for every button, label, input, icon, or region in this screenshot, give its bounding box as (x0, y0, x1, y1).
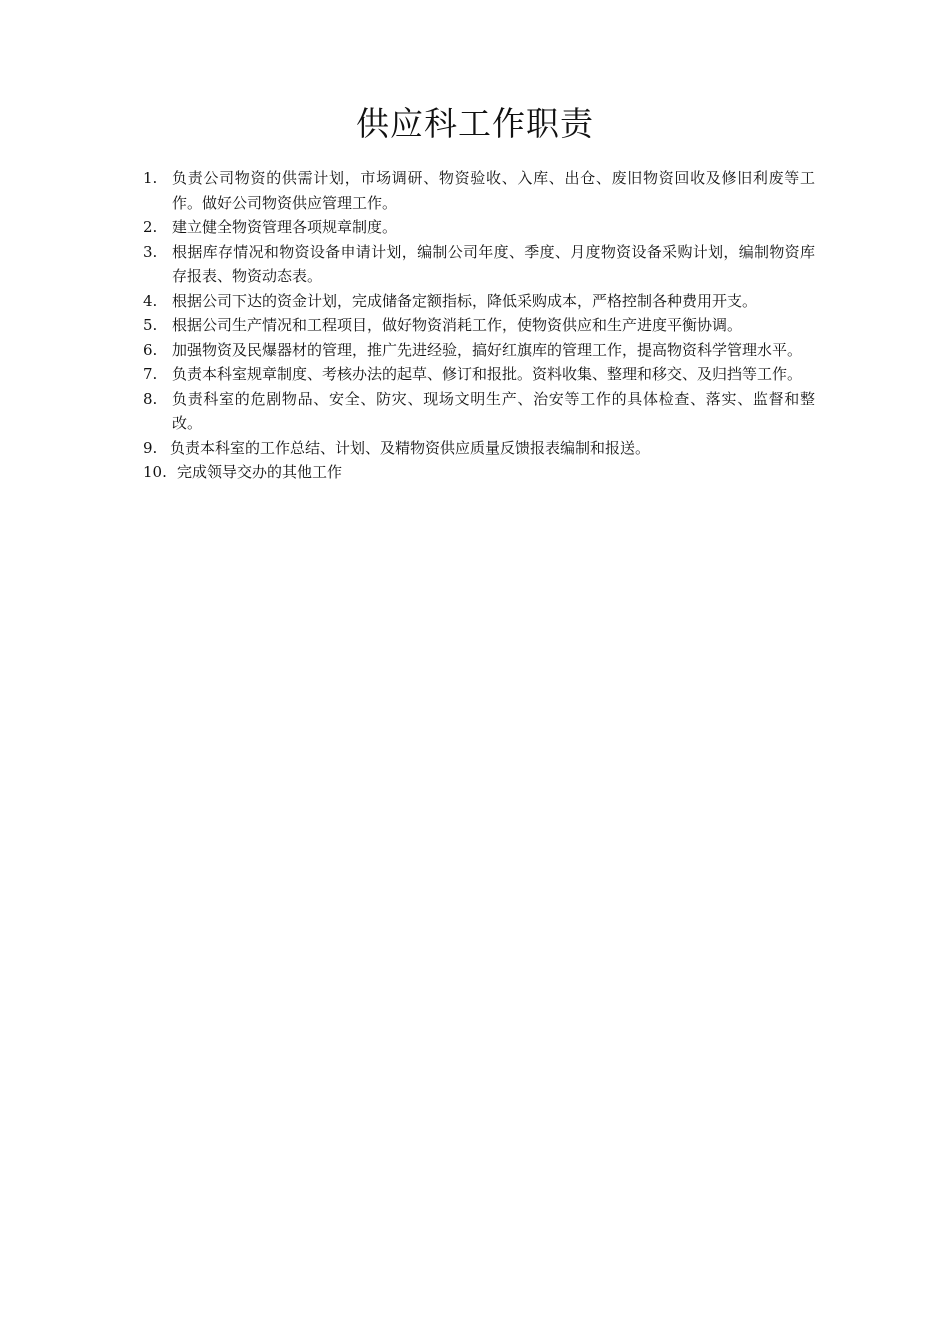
item-text: 负责科室的危剧物品、安全、防灾、现场文明生产、治安等工作的具体检查、落实、监督和整改。 (172, 389, 815, 432)
item-number: 6. (143, 340, 158, 359)
list-item (143, 240, 815, 289)
item-text: 负责本科室的工作总结、计划、及精物资供应质量反馈报表编制和报送。 (170, 438, 651, 457)
document-title: 供应科工作职责 (356, 104, 594, 143)
item-text: 负责公司物资的供需计划，市场调研、物资验收、入库、出仓、废旧物资回收及修旧利废等工作。做好公司物资供应管理工作。 (172, 169, 815, 212)
item-text: 加强物资及民爆器材的管理，推广先进经验，搞好红旗库的管理工作，提高物资科学管理水平。 (172, 340, 803, 359)
item-text: 完成领导交办的其他工作 (177, 463, 343, 481)
list-item (143, 313, 815, 338)
item-number: 2. (143, 218, 158, 236)
item-text: 根据库存情况和物资设备申请计划，编制公司年度、季度、月度物资设备采购计划，编制物资库存报表、物资动态表。 (172, 242, 815, 285)
item-number: 8. (143, 389, 158, 408)
item-text: 根据公司生产情况和工程项目，做好物资消耗工作，使物资供应和生产进度平衡协调。 (172, 316, 743, 334)
list-item (143, 460, 815, 485)
item-number: 7. (143, 365, 158, 383)
item-number: 5. (143, 316, 158, 334)
list-item (143, 387, 815, 436)
item-text: 根据公司下达的资金计划，完成储备定额指标，降低采购成本，严格控制各种费用开支。 (172, 291, 758, 310)
list-item (143, 289, 815, 314)
list-item (143, 362, 815, 387)
item-number: 10. (143, 463, 167, 481)
item-number: 9. (143, 438, 158, 457)
list-item (143, 338, 815, 363)
item-number: 3. (143, 242, 158, 261)
list-item (143, 166, 815, 215)
list-item (143, 436, 815, 461)
item-text: 负责本科室规章制度、考核办法的起草、修订和报批。资料收集、整理和移交、及归挡等工作。 (172, 365, 803, 383)
item-number: 1. (143, 169, 158, 187)
item-number: 4. (143, 291, 158, 310)
item-text: 建立健全物资管理各项规章制度。 (172, 218, 398, 236)
list-item (143, 215, 815, 240)
duties-list (143, 166, 815, 485)
